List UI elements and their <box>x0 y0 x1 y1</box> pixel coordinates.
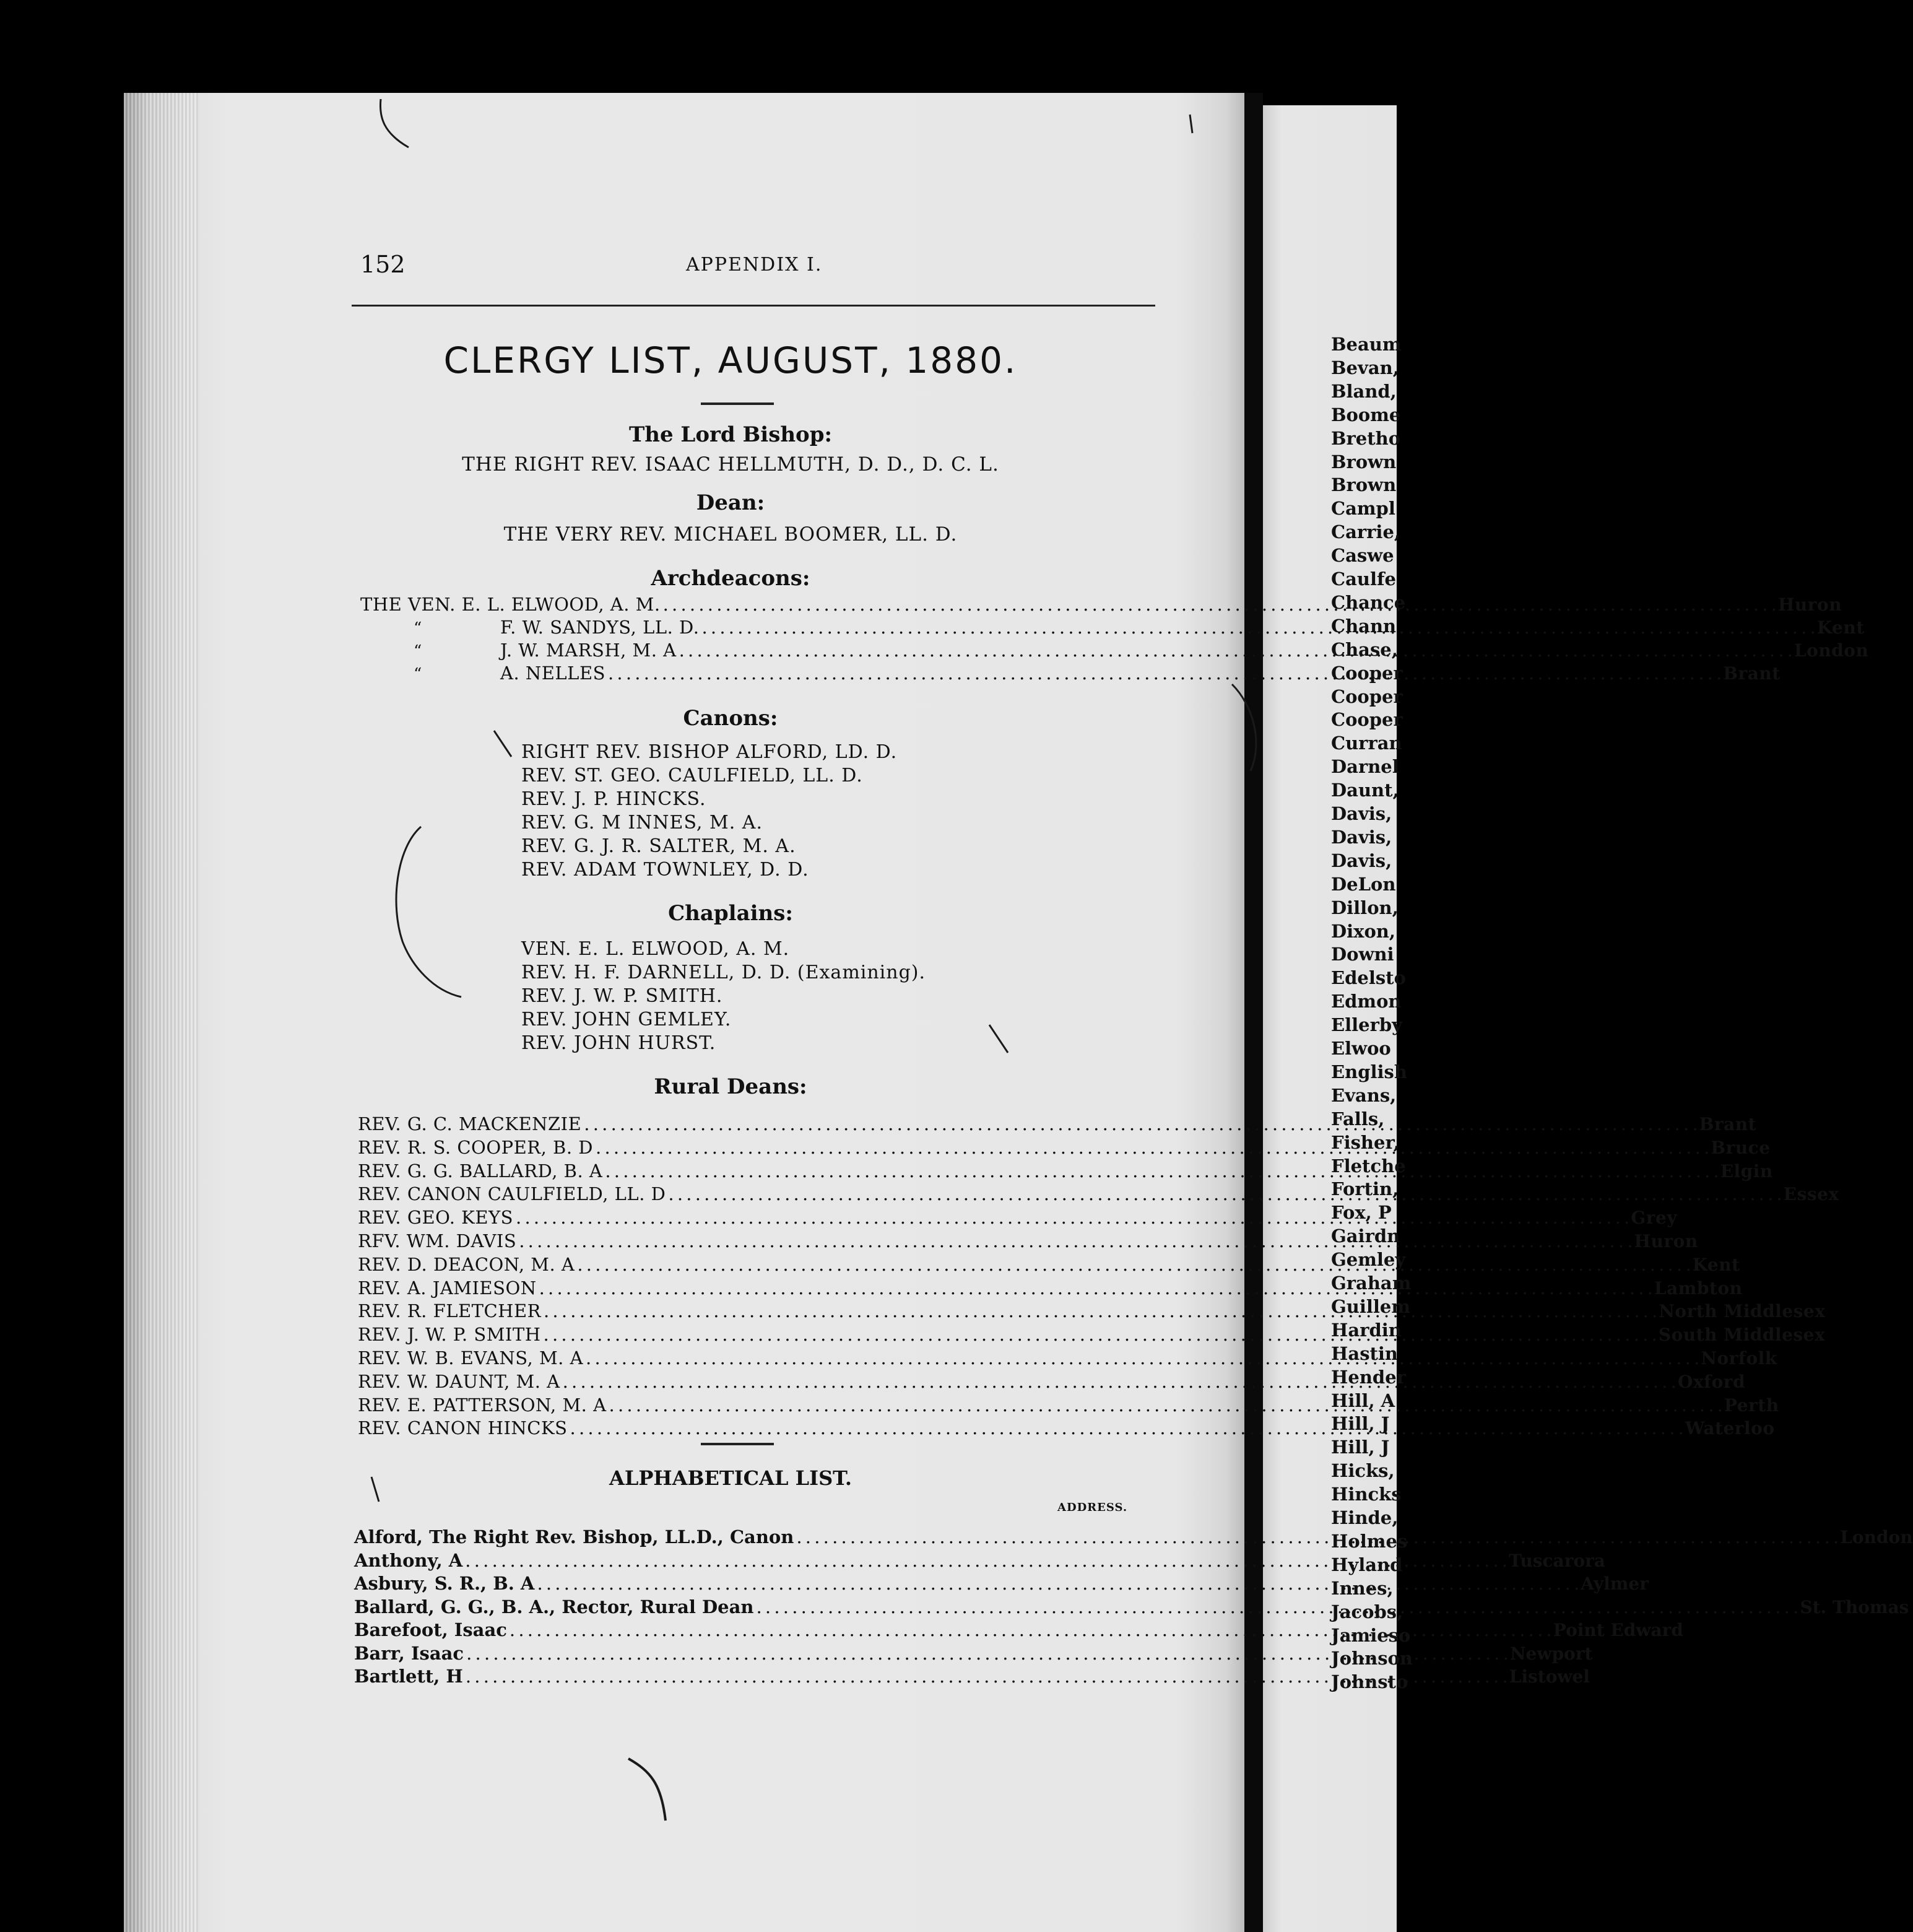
right-page-name: Fortin, <box>1331 1178 1399 1200</box>
ditto-mark: “ <box>414 619 422 638</box>
right-page-name: Graham <box>1331 1273 1412 1294</box>
leader-dots <box>608 662 1720 685</box>
chaplain-item: VEN. E. L. ELWOOD, A. M. <box>521 938 790 960</box>
rural-deans-heading: Rural Deans: <box>654 1074 807 1099</box>
clergy-address: Newport <box>1509 1643 1593 1664</box>
rural-dean-name: REV. CANON HINCKS <box>358 1417 568 1439</box>
rural-dean-place: Elgin <box>1720 1160 1773 1181</box>
leader-dots <box>663 593 1776 616</box>
archdeacon-place: Kent <box>1816 617 1865 638</box>
clergy-address: Tuscarora <box>1509 1550 1606 1571</box>
clergy-address: St. Thomas <box>1800 1596 1909 1617</box>
rural-dean-place: Waterloo <box>1685 1418 1775 1439</box>
rural-dean-name: RFV. WM. DAVIS <box>358 1230 517 1251</box>
right-page-name: Hardin <box>1331 1319 1402 1341</box>
rural-dean-place: Kent <box>1692 1254 1740 1275</box>
archdeacon-place: London <box>1794 640 1869 661</box>
page-title: CLERGY LIST, AUGUST, 1880. <box>443 339 1018 381</box>
leader-dots <box>584 1113 1696 1136</box>
leader-dots <box>586 1347 1698 1370</box>
archdeacon-name: THE VEN. E. L. ELWOOD, A. M. <box>360 594 661 615</box>
rural-dean-name: REV. G. C. MACKENZIE <box>358 1113 582 1134</box>
rural-dean-place: Brant <box>1699 1114 1757 1134</box>
clergy-address: Point Edward <box>1553 1620 1683 1640</box>
leader-dots <box>679 639 1792 662</box>
right-page-name: Beaum <box>1331 334 1402 355</box>
leader-dots <box>563 1370 1675 1393</box>
right-page-name: Chase, <box>1331 638 1398 660</box>
chaplain-item: REV. JOHN GEMLEY. <box>521 1009 732 1030</box>
right-page-name: Carrie, <box>1331 521 1400 543</box>
right-page-name: Gemley <box>1331 1249 1406 1271</box>
right-page-name: Dillon, <box>1331 897 1399 918</box>
right-page-name: Johnsto <box>1331 1671 1408 1693</box>
rural-dean-place: Grey <box>1631 1208 1678 1229</box>
right-page-name: Davis, <box>1331 826 1392 848</box>
right-page-name: Cooper <box>1331 685 1403 707</box>
right-page-name: Hill, J <box>1331 1413 1390 1435</box>
right-page-name: Darnel <box>1331 756 1399 778</box>
rural-dean-name: REV. R. FLETCHER <box>358 1300 541 1322</box>
right-page-name: Fox, P <box>1331 1202 1392 1224</box>
clergy-name: Ballard, G. G., B. A., Rector, Rural Dean <box>354 1596 754 1617</box>
title-rule <box>701 402 774 405</box>
section-rule <box>701 1443 774 1445</box>
leader-dots <box>537 1572 1578 1595</box>
right-page-name: Bevan, <box>1331 357 1399 378</box>
dean-name: THE VERY REV. MICHAEL BOOMER, LL. D. <box>503 523 958 546</box>
right-page-name: Brown <box>1331 451 1397 472</box>
right-page-name: Falls, <box>1331 1108 1385 1129</box>
right-page-name: Edelsto <box>1331 967 1406 989</box>
leader-dots <box>756 1596 1797 1618</box>
canon-item: REV. J. P. HINCKS. <box>521 788 706 810</box>
ditto-mark: “ <box>414 665 422 684</box>
right-page-name: Hincks <box>1331 1484 1402 1505</box>
right-page-name: Hill, J <box>1331 1437 1390 1458</box>
rural-dean-place: North Middlesex <box>1659 1301 1826 1322</box>
right-page-name: Edmon <box>1331 991 1402 1012</box>
clergy-name: Asbury, S. R., B. A <box>354 1573 535 1594</box>
canon-item: REV. ST. GEO. CAULFIELD, LL. D. <box>521 765 863 786</box>
right-page-name: Dixon, <box>1331 920 1395 942</box>
clergy-name: Anthony, A <box>354 1549 463 1571</box>
right-page-name: Caswe <box>1331 545 1394 567</box>
rural-dean-name: REV. CANON CAULFIELD, LL. D <box>358 1183 666 1205</box>
right-page-name: Boome <box>1331 404 1401 425</box>
right-page-name: Johnson <box>1331 1648 1413 1669</box>
rural-dean-place: Huron <box>1634 1231 1698 1251</box>
alphabetical-heading: ALPHABETICAL LIST. <box>609 1466 852 1490</box>
leader-dots <box>609 1394 1722 1417</box>
rural-dean-name: REV. D. DEACON, M. A <box>358 1253 575 1275</box>
chaplains-heading: Chaplains: <box>668 901 793 926</box>
leader-dots <box>701 616 1814 639</box>
right-page-name: Bland, <box>1331 380 1397 402</box>
address-label: ADDRESS. <box>1057 1501 1128 1514</box>
right-page-name: Caulfe <box>1331 568 1396 590</box>
right-page-name: Hyland <box>1331 1554 1403 1575</box>
rural-dean-place: Essex <box>1783 1184 1839 1205</box>
page-edge-stack <box>124 93 198 1932</box>
rural-dean-place: Perth <box>1724 1395 1779 1416</box>
rural-dean-name: REV. J. W. P. SMITH <box>358 1324 541 1346</box>
right-page-name: Ellerby <box>1331 1014 1402 1036</box>
right-page-name: Brown <box>1331 474 1397 496</box>
rural-dean-place: South Middlesex <box>1658 1325 1826 1346</box>
right-page-name: Fisher, <box>1331 1131 1400 1153</box>
canons-heading: Canons: <box>683 706 778 731</box>
lord-bishop-name: THE RIGHT REV. ISAAC HELLMUTH, D. D., D. C. L. <box>462 453 999 476</box>
right-page-name: Davis, <box>1331 850 1392 871</box>
right-page-name: Evans, <box>1331 1084 1397 1106</box>
rural-dean-place: Lambton <box>1654 1277 1743 1299</box>
right-page-name: Fletche <box>1331 1155 1406 1177</box>
canon-item: REV. G. J. R. SALTER, M. A. <box>521 835 796 857</box>
archdeacon-name: J. W. MARSH, M. A <box>500 640 677 661</box>
archdeacon-place: Brant <box>1723 663 1781 684</box>
canon-item: REV. ADAM TOWNLEY, D. D. <box>521 859 809 881</box>
leader-dots <box>570 1417 1683 1440</box>
rural-dean-name: REV. W. B. EVANS, M. A <box>358 1347 584 1368</box>
right-page-name: Curran <box>1331 733 1402 754</box>
ditto-mark: “ <box>414 642 422 661</box>
leader-dots <box>544 1323 1656 1346</box>
rural-dean-name: REV. G. G. BALLARD, B. A <box>358 1160 603 1181</box>
right-page-name: Daunt, <box>1331 780 1399 801</box>
leader-dots <box>539 1277 1652 1300</box>
right-page-name: Bretho <box>1331 427 1401 449</box>
clergy-name: Bartlett, H <box>354 1666 463 1687</box>
leader-dots <box>519 1230 1631 1253</box>
right-page-name: Chance <box>1331 591 1406 613</box>
lord-bishop-heading: The Lord Bishop: <box>628 422 833 447</box>
right-page-name: DeLon <box>1331 873 1396 895</box>
leader-dots <box>668 1183 1781 1206</box>
canon-item: REV. G. M INNES, M. A. <box>521 812 763 833</box>
right-page-name: Hinde, <box>1331 1507 1399 1528</box>
clergy-address: London <box>1840 1527 1913 1547</box>
rural-dean-name: REV. A. JAMIESON <box>358 1277 537 1299</box>
rural-dean-place: Oxford <box>1677 1371 1746 1392</box>
rural-dean-name: REV. E. PATTERSON, M. A <box>358 1394 607 1416</box>
right-page-name: Jamieso <box>1331 1624 1411 1646</box>
rural-dean-name: REV. W. DAUNT, M. A <box>358 1370 560 1392</box>
right-page-name: Chann <box>1331 615 1397 637</box>
clergy-name: Barefoot, Isaac <box>354 1619 507 1640</box>
right-page-name: Campl <box>1331 498 1395 520</box>
right-page-name: English <box>1331 1061 1407 1082</box>
right-page-name: Cooper <box>1331 709 1403 731</box>
leader-dots <box>596 1136 1708 1159</box>
clergy-address: Listowel <box>1509 1666 1590 1687</box>
rural-dean-place: Bruce <box>1711 1137 1771 1158</box>
right-page-name: Hastin <box>1331 1342 1399 1364</box>
chaplain-item: REV. JOHN HURST. <box>521 1032 716 1054</box>
leader-dots <box>796 1526 1837 1548</box>
right-page-name: Cooper <box>1331 662 1403 684</box>
archdeacons-heading: Archdeacons: <box>651 566 810 591</box>
right-page-name: Holmes <box>1331 1530 1408 1552</box>
right-page-name: Hill, A <box>1331 1390 1395 1411</box>
right-page-name: Hicks, <box>1331 1460 1395 1482</box>
right-page-name: Gairdn <box>1331 1225 1400 1247</box>
leader-dots <box>605 1160 1717 1183</box>
right-page-name: Jacobs, <box>1331 1601 1403 1622</box>
leader-dots <box>544 1300 1656 1323</box>
chaplain-item: REV. H. F. DARNELL, D. D. (Examining). <box>521 962 926 983</box>
page-number: 152 <box>360 251 406 278</box>
leader-dots <box>516 1206 1628 1229</box>
right-page-name: Innes, <box>1331 1577 1394 1599</box>
right-page-name: Elwoo <box>1331 1038 1391 1059</box>
right-page-name: Guillem <box>1331 1295 1411 1317</box>
right-page-name: Davis, <box>1331 803 1392 824</box>
header-rule <box>352 305 1155 307</box>
clergy-name: Alford, The Right Rev. Bishop, LL.D., Canon <box>354 1526 794 1547</box>
archdeacon-name: F. W. SANDYS, LL. D. <box>500 617 700 638</box>
canon-item: RIGHT REV. BISHOP ALFORD, LD. D. <box>521 741 898 763</box>
leader-dots <box>577 1253 1690 1276</box>
dean-heading: Dean: <box>696 490 765 515</box>
archdeacon-place: Huron <box>1777 594 1842 615</box>
right-page-name: Hender <box>1331 1366 1406 1388</box>
rural-dean-name: REV. GEO. KEYS <box>358 1207 514 1229</box>
clergy-name: Barr, Isaac <box>354 1642 464 1664</box>
archdeacon-name: A. NELLES <box>500 663 605 684</box>
chaplain-item: REV. J. W. P. SMITH. <box>521 985 723 1007</box>
clergy-address: Aylmer <box>1581 1573 1649 1594</box>
running-title: APPENDIX I. <box>686 254 823 276</box>
rural-dean-place: Norfolk <box>1701 1348 1777 1368</box>
right-page-name: Downi <box>1331 944 1394 965</box>
rural-dean-name: REV. R. S. COOPER, B. D <box>358 1136 594 1158</box>
